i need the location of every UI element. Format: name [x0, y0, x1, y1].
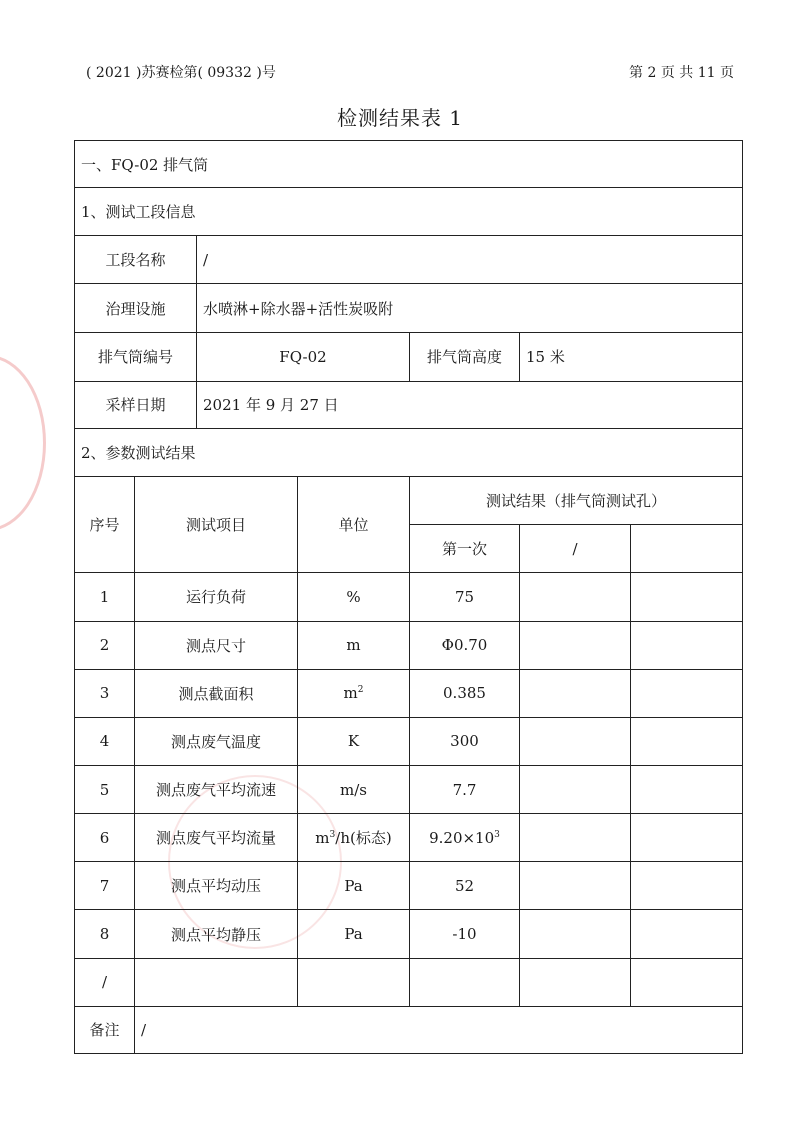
- table-row: [75, 717, 743, 765]
- seq-cell: 3: [75, 669, 135, 717]
- empty-cell: [631, 621, 743, 669]
- empty-cell: [520, 717, 631, 765]
- red-seal-stamp: [0, 355, 46, 531]
- column-header: 测试结果（排气筒测试孔）: [410, 477, 743, 525]
- table-header-row: [75, 477, 743, 525]
- empty-cell: [631, 669, 743, 717]
- result-cell: 7.7: [410, 766, 520, 814]
- table-row: [75, 766, 743, 814]
- table-row: [75, 236, 743, 284]
- unit-cell: Pa: [298, 862, 410, 910]
- info-value: 2021 年 9 月 27 日: [197, 381, 743, 428]
- unit-cell: [298, 958, 410, 1006]
- sub-column-header: /: [520, 525, 631, 573]
- table-row: [75, 669, 743, 717]
- unit-base: m: [343, 684, 358, 703]
- empty-cell: [520, 573, 631, 621]
- unit-cell: Pa: [298, 910, 410, 958]
- empty-cell: [631, 717, 743, 765]
- info-value: FQ-02: [197, 332, 410, 381]
- empty-cell: [631, 814, 743, 862]
- table-row: [75, 621, 743, 669]
- sub-column-header: [631, 525, 743, 573]
- page-title: 检测结果表 1: [336, 106, 464, 130]
- unit-cell: m: [298, 621, 410, 669]
- seq-cell: 1: [75, 573, 135, 621]
- empty-cell: [631, 766, 743, 814]
- item-cell: 测点平均动压: [135, 862, 298, 910]
- table-row: [75, 1006, 743, 1053]
- seq-cell: 7: [75, 862, 135, 910]
- item-cell: 测点截面积: [135, 669, 298, 717]
- table-row: [75, 958, 743, 1006]
- table-row: [75, 141, 743, 188]
- report-number: ( 2021 )苏赛检第( 09332 )号: [86, 65, 276, 81]
- results-table: [74, 140, 743, 1054]
- empty-cell: [631, 862, 743, 910]
- unit-cell: %: [298, 573, 410, 621]
- info-label: 治理设施: [75, 284, 197, 332]
- info-value: /: [197, 236, 743, 284]
- table-row: [75, 188, 743, 236]
- result-cell: -10: [410, 910, 520, 958]
- item-cell: 运行负荷: [135, 573, 298, 621]
- table-row: [75, 814, 743, 862]
- empty-cell: [631, 958, 743, 1006]
- table-row: [75, 284, 743, 332]
- result-cell: 0.385: [410, 669, 520, 717]
- info-label: 工段名称: [75, 236, 197, 284]
- empty-cell: [520, 766, 631, 814]
- seq-cell: 8: [75, 910, 135, 958]
- result-cell: [410, 958, 520, 1006]
- column-header: 测试项目: [135, 477, 298, 573]
- item-cell: 测点废气温度: [135, 717, 298, 765]
- section-heading-info: 1、测试工段信息: [75, 188, 743, 236]
- result-cell: 52: [410, 862, 520, 910]
- empty-cell: [520, 621, 631, 669]
- info-label: 排气筒编号: [75, 332, 197, 381]
- remarks-value: /: [135, 1006, 743, 1053]
- result-base: 9.20×10: [429, 828, 495, 847]
- seq-cell: 4: [75, 717, 135, 765]
- empty-cell: [520, 910, 631, 958]
- empty-cell: [520, 814, 631, 862]
- item-cell: 测点废气平均流速: [135, 766, 298, 814]
- result-cell: [410, 814, 520, 862]
- unit-cell: [298, 814, 410, 862]
- unit-cell: K: [298, 717, 410, 765]
- table-row: [75, 862, 743, 910]
- result-cell: Φ0.70: [410, 621, 520, 669]
- result-superscript: 3: [494, 829, 500, 840]
- result-cell: 300: [410, 717, 520, 765]
- item-cell: 测点平均静压: [135, 910, 298, 958]
- empty-cell: [520, 958, 631, 1006]
- table-row: [75, 381, 743, 428]
- column-header: 序号: [75, 477, 135, 573]
- sub-column-header: 第一次: [410, 525, 520, 573]
- unit-base: m: [315, 829, 330, 848]
- unit-superscript: 2: [357, 685, 364, 696]
- info-label: 采样日期: [75, 381, 197, 428]
- table-row: [75, 428, 743, 476]
- table-row: [75, 573, 743, 621]
- table-row: [75, 910, 743, 958]
- remarks-label: 备注: [75, 1006, 135, 1053]
- empty-cell: [520, 669, 631, 717]
- unit-cell: m/s: [298, 766, 410, 814]
- result-cell: 75: [410, 573, 520, 621]
- empty-cell: [520, 862, 631, 910]
- section-heading-params: 2、参数测试结果: [75, 428, 743, 476]
- info-value: 水喷淋+除水器+活性炭吸附: [197, 284, 743, 332]
- table-row: [75, 332, 743, 381]
- item-cell: 测点尺寸: [135, 621, 298, 669]
- item-cell: 测点废气平均流量: [135, 814, 298, 862]
- empty-cell: [631, 573, 743, 621]
- seq-cell: /: [75, 958, 135, 1006]
- page-info: 第 2 页 共 11 页: [629, 65, 734, 81]
- info-label: 排气筒高度: [410, 332, 520, 381]
- unit-suffix: /h(标态): [335, 829, 392, 848]
- seq-cell: 2: [75, 621, 135, 669]
- empty-cell: [631, 910, 743, 958]
- unit-cell: [298, 669, 410, 717]
- info-value: 15 米: [520, 332, 743, 381]
- seq-cell: 5: [75, 766, 135, 814]
- item-cell: [135, 958, 298, 1006]
- column-header: 单位: [298, 477, 410, 573]
- seq-cell: 6: [75, 814, 135, 862]
- section-heading-main: 一、FQ-02 排气筒: [75, 141, 743, 188]
- unit-superscript: 3: [329, 830, 336, 841]
